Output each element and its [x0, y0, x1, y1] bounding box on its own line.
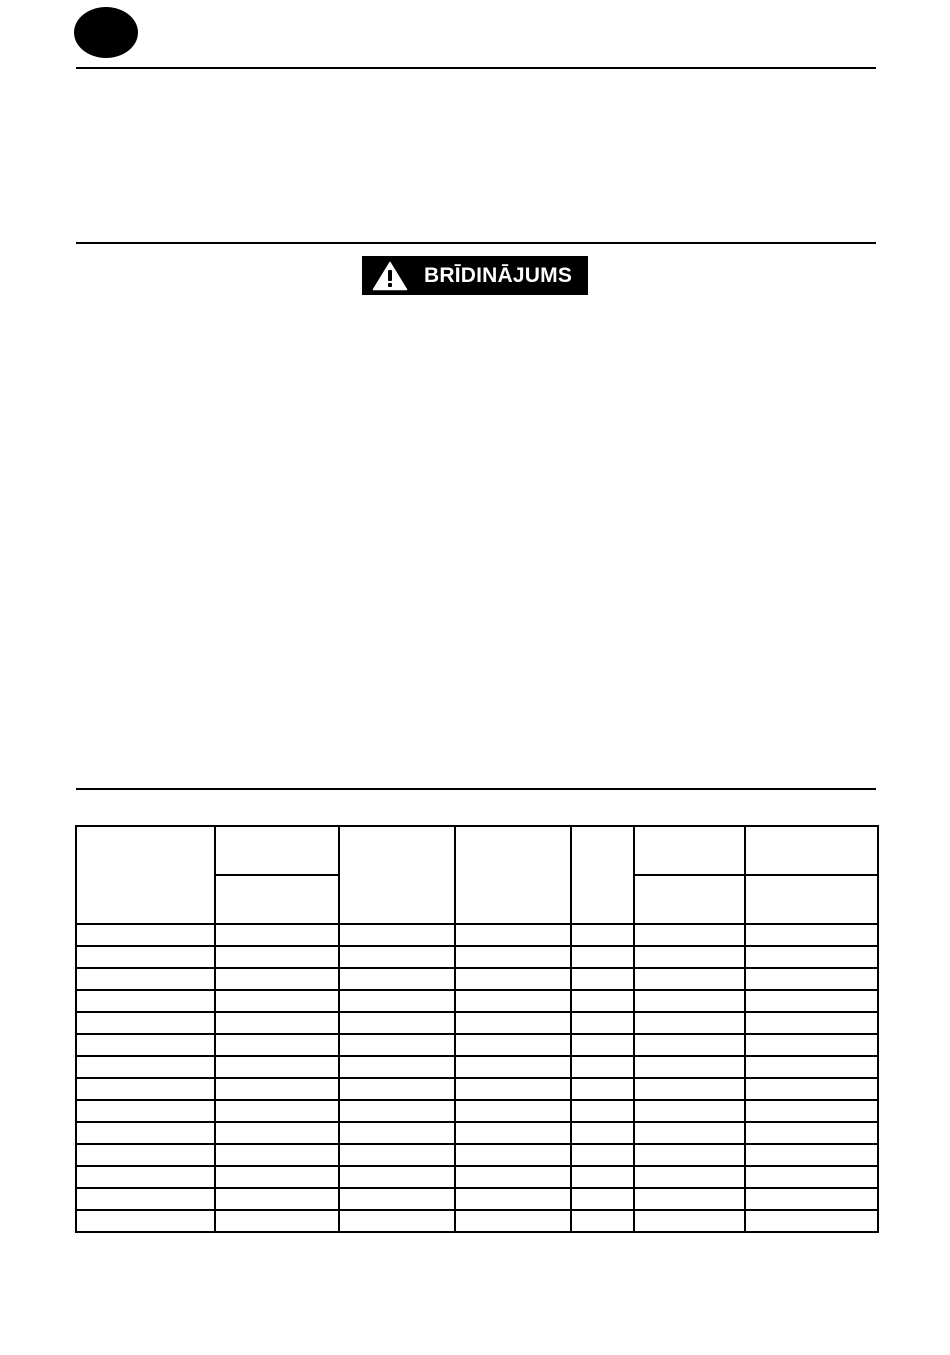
- table-cell: [634, 1056, 745, 1078]
- table-cell: [76, 946, 215, 968]
- table-cell: [634, 1078, 745, 1100]
- table-cell: [455, 1034, 571, 1056]
- header-cell: [745, 826, 878, 875]
- table-cell: [215, 1078, 339, 1100]
- table-cell: [76, 1144, 215, 1166]
- table-cell: [571, 990, 634, 1012]
- table-cell: [215, 1144, 339, 1166]
- table-cell: [455, 1078, 571, 1100]
- table-cell: [215, 1100, 339, 1122]
- warning-banner: [362, 256, 588, 295]
- table-cell: [571, 1166, 634, 1188]
- table-cell: [745, 1144, 878, 1166]
- table-cell: [745, 990, 878, 1012]
- table-cell: [76, 1056, 215, 1078]
- table-cell: [455, 946, 571, 968]
- table-cell: [571, 1100, 634, 1122]
- table-cell: [745, 968, 878, 990]
- table-cell: [634, 990, 745, 1012]
- header-cell: [215, 826, 339, 875]
- table-cell: [571, 1078, 634, 1100]
- table-cell: [455, 990, 571, 1012]
- table-cell: [455, 1166, 571, 1188]
- table-row: [76, 1122, 878, 1144]
- table-cell: [339, 1100, 455, 1122]
- table-cell: [455, 1188, 571, 1210]
- table-row: [76, 1166, 878, 1188]
- table-cell: [215, 1210, 339, 1232]
- table-cell: [455, 1210, 571, 1232]
- table-cell: [339, 1012, 455, 1034]
- table-cell: [76, 924, 215, 946]
- table-cell: [745, 1166, 878, 1188]
- table-cell: [215, 968, 339, 990]
- table-cell: [745, 946, 878, 968]
- table-cell: [745, 924, 878, 946]
- header-cell: [571, 826, 634, 924]
- table-cell: [455, 1122, 571, 1144]
- table-cell: [571, 968, 634, 990]
- language-badge: [74, 7, 138, 58]
- table-cell: [634, 924, 745, 946]
- table-cell: [745, 1122, 878, 1144]
- table-cell: [76, 1078, 215, 1100]
- table-cell: [339, 924, 455, 946]
- warning-triangle-icon: [372, 261, 408, 291]
- table-cell: [76, 1188, 215, 1210]
- table-row: [76, 1210, 878, 1232]
- table-cell: [571, 1188, 634, 1210]
- header-cell: [76, 826, 215, 924]
- table-cell: [339, 990, 455, 1012]
- table-cell: [215, 1056, 339, 1078]
- table-body: [76, 924, 878, 1232]
- table-row: [76, 1034, 878, 1056]
- subheader-cell: [215, 875, 339, 924]
- table-cell: [634, 1144, 745, 1166]
- table-cell: [339, 1056, 455, 1078]
- table-cell: [455, 968, 571, 990]
- table-cell: [571, 1210, 634, 1232]
- table-cell: [745, 1100, 878, 1122]
- table-cell: [745, 1078, 878, 1100]
- table-cell: [745, 1188, 878, 1210]
- table-cell: [76, 1210, 215, 1232]
- subheader-cell: [745, 875, 878, 924]
- table-cell: [76, 1100, 215, 1122]
- table-cell: [745, 1056, 878, 1078]
- table-cell: [634, 1100, 745, 1122]
- table-row: [76, 924, 878, 946]
- table-row: [76, 1100, 878, 1122]
- table-cell: [215, 990, 339, 1012]
- table-cell: [455, 1012, 571, 1034]
- table-cell: [455, 924, 571, 946]
- spec-table: [75, 825, 879, 1233]
- table-cell: [215, 1012, 339, 1034]
- table-cell: [339, 1122, 455, 1144]
- table-cell: [634, 1166, 745, 1188]
- table-cell: [571, 924, 634, 946]
- table-cell: [339, 946, 455, 968]
- table-cell: [215, 1166, 339, 1188]
- table-row: [76, 1056, 878, 1078]
- table-cell: [339, 1210, 455, 1232]
- table-cell: [76, 1122, 215, 1144]
- table-cell: [634, 946, 745, 968]
- table-cell: [571, 1122, 634, 1144]
- table-cell: [745, 1210, 878, 1232]
- table-cell: [339, 1078, 455, 1100]
- table-cell: [634, 1012, 745, 1034]
- header-cell: [339, 826, 455, 924]
- table-cell: [571, 1012, 634, 1034]
- table-cell: [339, 1166, 455, 1188]
- table-cell: [215, 1034, 339, 1056]
- table-cell: [571, 1034, 634, 1056]
- table-cell: [215, 946, 339, 968]
- table-cell: [455, 1100, 571, 1122]
- warning-label: BRĪDINĀJUMS: [424, 264, 573, 287]
- table-row: [76, 990, 878, 1012]
- table-row: [76, 1188, 878, 1210]
- table-cell: [76, 1012, 215, 1034]
- table-header-row: [76, 826, 878, 875]
- table-cell: [76, 1166, 215, 1188]
- header-cell: [634, 826, 745, 875]
- table-cell: [634, 1188, 745, 1210]
- header-cell: [455, 826, 571, 924]
- table-row: [76, 968, 878, 990]
- table-cell: [634, 1034, 745, 1056]
- table-row: [76, 1012, 878, 1034]
- table-cell: [634, 1122, 745, 1144]
- table-cell: [76, 968, 215, 990]
- table-cell: [339, 968, 455, 990]
- table-cell: [339, 1144, 455, 1166]
- table-cell: [455, 1144, 571, 1166]
- table-divider: [76, 788, 876, 790]
- table-cell: [634, 968, 745, 990]
- top-divider: [76, 67, 876, 69]
- table-cell: [215, 1188, 339, 1210]
- table-cell: [215, 1122, 339, 1144]
- section-divider: [76, 242, 876, 244]
- table-cell: [571, 1144, 634, 1166]
- table-cell: [455, 1056, 571, 1078]
- table-cell: [634, 1210, 745, 1232]
- table-cell: [745, 1012, 878, 1034]
- table-cell: [571, 946, 634, 968]
- table-cell: [571, 1056, 634, 1078]
- table-row: [76, 1144, 878, 1166]
- table-cell: [76, 1034, 215, 1056]
- subheader-cell: [634, 875, 745, 924]
- table-row: [76, 946, 878, 968]
- table-cell: [745, 1034, 878, 1056]
- table-cell: [339, 1034, 455, 1056]
- table-row: [76, 1078, 878, 1100]
- table-cell: [215, 924, 339, 946]
- table-cell: [76, 990, 215, 1012]
- table-cell: [339, 1188, 455, 1210]
